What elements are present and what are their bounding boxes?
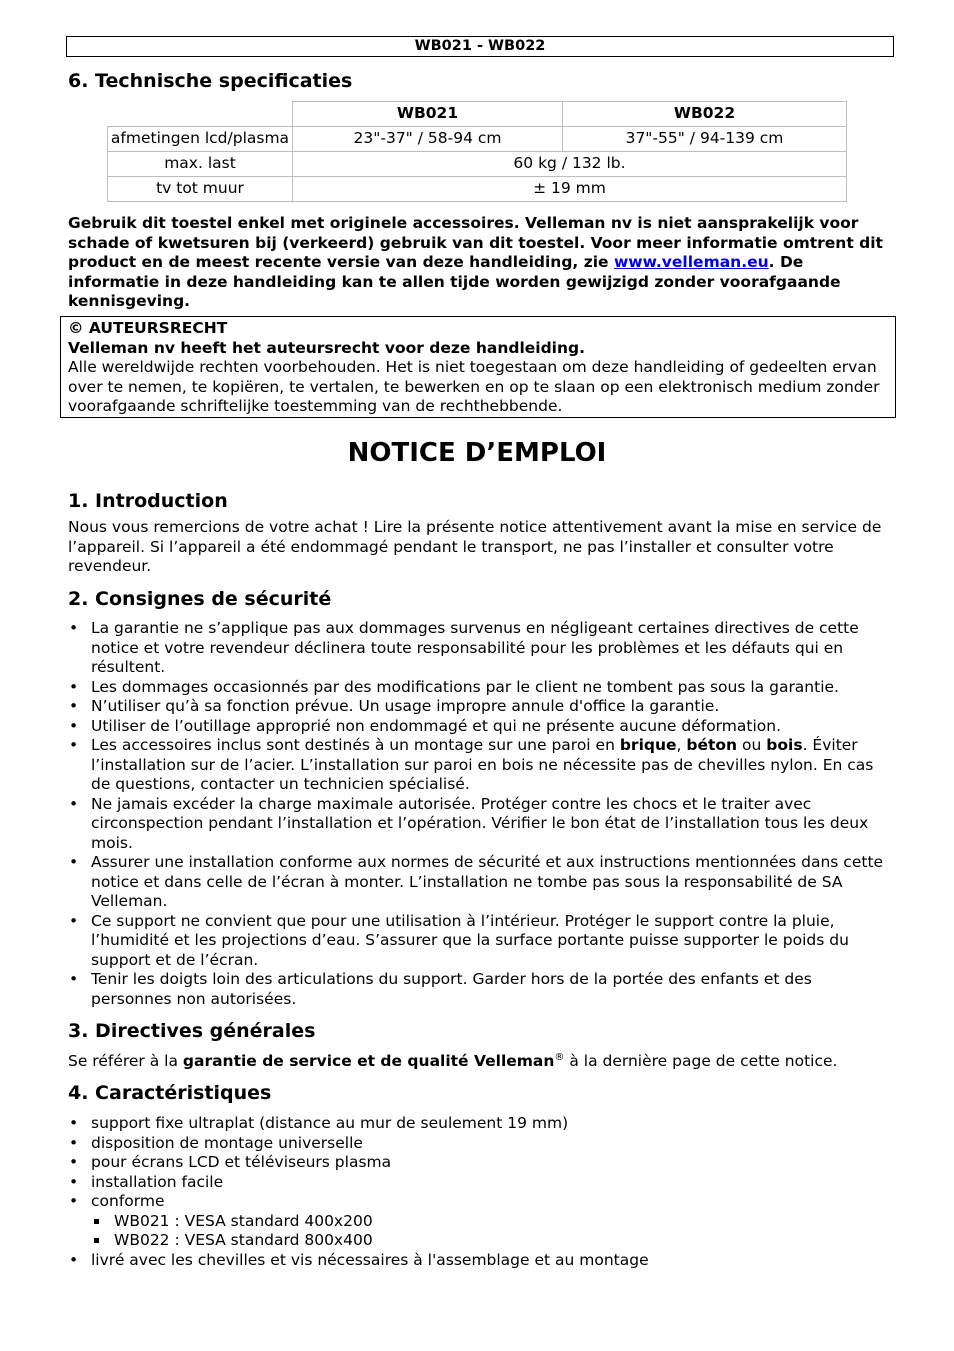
fr-intro-text: Nous vous remercions de votre achat ! Lire la présente notice attentivement avant la mise en service de l’appareil. Si l’appareil a été endommagé pendant le transport, ne pas l’installer et consulter votre revendeur. [68,518,882,575]
sub-list-item: WB021 : VESA standard 400x200 [91,1212,890,1232]
spec-row-label: max. last [108,152,293,177]
fr-features-list [68,1114,890,1270]
spec-cell: ± 19 mm [293,177,847,202]
spec-cell: 37"-55" / 94-139 cm [563,127,847,152]
list-item: • Tenir les doigts loin des articulations du support. Garder hors de la portée des enfants et des personnes non autorisées. [69,970,812,1008]
bullet-icon: • [69,1133,79,1152]
spec-col-wb022: WB022 [563,102,847,127]
spec-row-label: tv tot muur [108,177,293,202]
spec-row-label: afmetingen lcd/plasma [108,127,293,152]
bullet-icon: • [69,794,79,813]
spec-row [108,152,847,177]
bullet-icon: • [69,1250,79,1269]
copyright-box [60,316,896,418]
velleman-website-link[interactable]: www.velleman.eu [613,253,769,271]
list-item: • pour écrans LCD et téléviseurs plasma [69,1153,392,1171]
fr-general-heading: 3. Directives générales [68,1020,316,1042]
fr-general-text: Se référer à la garantie de service et de qualité Velleman® à la dernière page de cette notice. [68,1051,838,1070]
list-item: • Ne jamais excéder la charge maximale autorisée. Protéger contre les chocs et le traiter avec circonspection pendant l’installation et l’opération. Vérifier le bon état de l’installation tous les deux mois. [69,794,869,852]
fr-safety-list [68,619,890,1009]
spec-table [107,101,847,202]
spec-cell: 60 kg / 132 lb. [293,152,847,177]
bullet-icon: • [69,697,79,715]
list-item: • Utiliser de l’outillage approprié non endommagé et qui ne présente aucune déformation. [69,716,781,735]
nl-notice-text-2: . De informatie in deze handleiding kan te allen tijde worden gewijzigd zonder voorafgaande kennisgeving. [68,253,841,310]
list-item: • Les dommages occasionnés par des modifications par le client ne tombent pas sous la garantie. [69,677,839,696]
spec-cell: 23"-37" / 58-94 cm [293,127,563,152]
list-item: • support fixe ultraplat (distance au mur de seulement 19 mm) [69,1114,569,1132]
nl-notice-paragraph [68,214,888,312]
sub-list-item: WB022 : VESA standard 800x400 [91,1231,890,1251]
fr-intro-heading: 1. Introduction [68,490,228,512]
bullet-icon: • [69,716,79,735]
bullet-icon: • [69,619,79,637]
page-header: WB021 - WB022 [66,36,894,57]
fr-page-title: NOTICE D’EMPLOI [347,438,607,468]
fr-safety-heading: 2. Consignes de sécurité [68,588,332,610]
list-item: • disposition de montage universelle [69,1133,363,1152]
fr-features-heading: 4. Caractéristiques [68,1082,272,1104]
copyright-body: Alle wereldwijde rechten voorbehouden. Het is niet toegestaan om deze handleiding of gedeelten ervan over te nemen, te kopiëren, te vertalen, te bewerken en op te slaan op een elektronisch medium zonder voorafgaande schriftelijke toestemming van de rechthebbende. [68,358,880,415]
list-item: • La garantie ne s’applique pas aux dommages survenus en négligeant certaines directives de cette notice et votre revendeur déclinera toute responsabilité pour les problèmes et les défauts qui en résultent. [69,619,859,676]
bullet-icon: • [69,1192,79,1210]
bullet-icon: • [69,911,79,930]
bullet-icon: • [69,1114,79,1132]
bullet-icon: • [69,1172,79,1191]
list-item: • Assurer une installation conforme aux normes de sécurité et aux instructions mentionnées dans cette notice et dans celle de l’écran à monter. L’installation ne tombe pas sous la responsabilité de SA Velleman. [69,853,884,910]
copyright-owner-line: Velleman nv heeft het auteursrecht voor deze handleiding. [68,338,586,357]
list-item: • Les accessoires inclus sont destinés à un montage sur une paroi en brique, béton ou bois. Éviter l’installation sur de l’acier. L’installation sur paroi en bois ne nécessite pas de chevilles nylon. En cas de questions, contacter un technicien spécialisé. [69,736,874,793]
registered-mark: ® [554,1051,565,1063]
list-item: • conforme WB021 : VESA standard 400x200 WB022 : VESA standard 800x400 [68,1192,890,1251]
list-item: • installation facile [69,1172,224,1191]
spec-corner-cell [108,102,293,127]
spec-col-wb021: WB021 [293,102,563,127]
bullet-icon: • [69,677,79,696]
spec-row [108,127,847,152]
list-item: • livré avec les chevilles et vis nécessaires à l'assemblage et au montage [69,1250,649,1269]
list-item: • N’utiliser qu’à sa fonction prévue. Un usage impropre annule d'office la garantie. [69,697,720,715]
bullet-icon: • [69,853,79,871]
square-bullet-icon [94,1238,99,1243]
square-bullet-icon [94,1219,99,1224]
nl-notice-text: Gebruik dit toestel enkel met originele accessoires. Velleman nv is niet aansprakelijk voor schade of kwetsuren bij (verkeerd) gebruik van dit toestel. Voor meer informatie omtrent dit product en de meest recente versie van deze handleiding, zie [68,214,883,271]
list-item: • Ce support ne convient que pour une utilisation à l’intérieur. Protéger le support contre la pluie, l’humidité et les projections d’eau. S’assurer que la surface portante puisse supporter le poids du support et de l’écran. [69,911,849,969]
spec-header-row [108,102,847,127]
bullet-icon: • [69,970,79,988]
nl-specs-heading: 6. Technische specificaties [68,70,353,92]
bullet-icon: • [69,736,79,754]
copyright-title: © AUTEURSRECHT [68,319,228,337]
spec-row [108,177,847,202]
bullet-icon: • [69,1153,79,1171]
fr-vesa-sublist [91,1212,890,1251]
